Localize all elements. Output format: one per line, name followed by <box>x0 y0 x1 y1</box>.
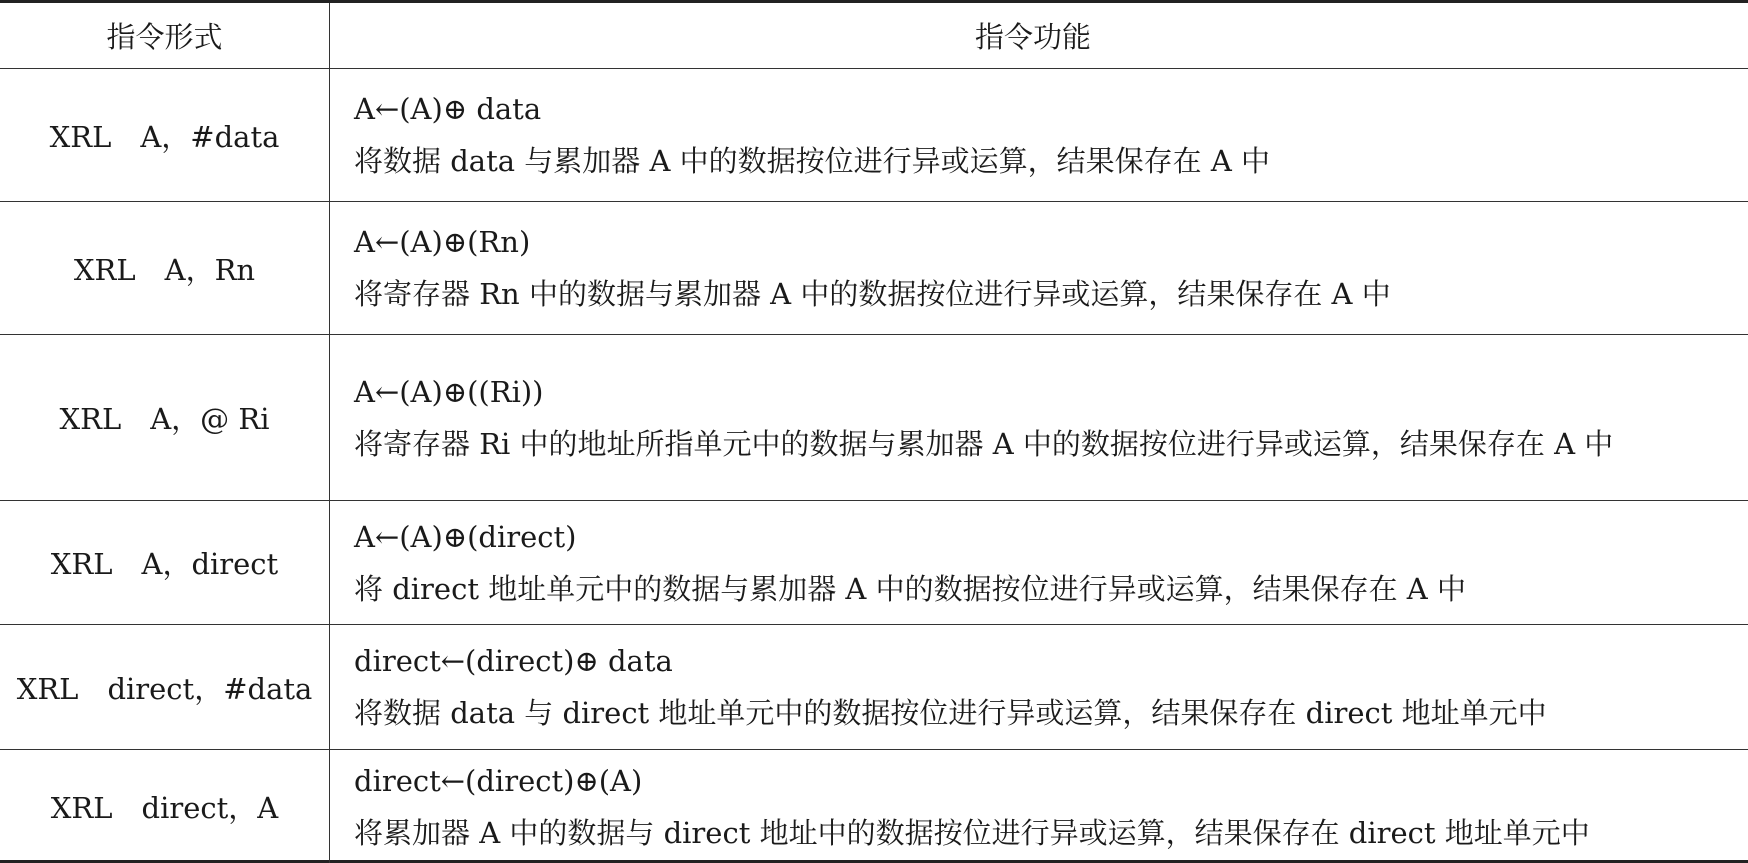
operation-description: 将寄存器 Rn 中的数据与累加器 A 中的数据按位进行异或运算，结果保存在 A 中 <box>354 277 1391 311</box>
instruction-form-cell: XRL A，#data <box>0 69 330 201</box>
table-row <box>0 625 1748 750</box>
operation-formula: A←(A)⊕ data <box>354 92 542 126</box>
instruction-function-cell <box>330 750 1748 863</box>
operation-formula: A←(A)⊕(direct) <box>354 519 577 554</box>
instruction-form-cell: XRL A，direct <box>0 501 330 624</box>
table-row <box>0 501 1748 625</box>
instruction-function-cell <box>330 501 1748 624</box>
operation-description: 将数据 data 与 direct 地址单元中的数据按位进行异或运算，结果保存在 direct 地址单元中 <box>354 696 1547 730</box>
operation-description: 将数据 data 与累加器 A 中的数据按位进行异或运算，结果保存在 A 中 <box>354 144 1270 178</box>
operation-description: 将寄存器 Ri 中的地址所指单元中的数据与累加器 A 中的数据按位进行异或运算，结果保存在 A 中 <box>354 426 1614 461</box>
operation-formula: A←(A)⊕(Rn) <box>354 225 531 259</box>
instruction-form-cell: XRL direct，#data <box>0 625 330 749</box>
instruction-form-cell: XRL A，Rn <box>0 202 330 334</box>
instruction-function-cell <box>330 202 1748 334</box>
instruction-function-cell <box>330 335 1748 500</box>
header-instruction-form: 指令形式 <box>0 3 330 68</box>
instruction-form-cell: XRL direct，A <box>0 750 330 863</box>
instruction-form-cell: XRL A，@ Ri <box>0 335 330 500</box>
table-row <box>0 69 1748 202</box>
operation-formula: direct←(direct)⊕ data <box>354 644 673 678</box>
operation-description: 将 direct 地址单元中的数据与累加器 A 中的数据按位进行异或运算，结果保存在 A 中 <box>354 571 1466 606</box>
operation-description: 将累加器 A 中的数据与 direct 地址中的数据按位进行异或运算，结果保存在 direct 地址单元中 <box>354 815 1590 850</box>
table-header-row <box>0 3 1748 69</box>
table-row <box>0 202 1748 335</box>
instruction-function-cell <box>330 69 1748 201</box>
table-row <box>0 335 1748 501</box>
header-instruction-function: 指令功能 <box>974 20 1091 54</box>
table-row <box>0 750 1748 863</box>
operation-formula: direct←(direct)⊕(A) <box>354 763 643 798</box>
instruction-function-cell <box>330 625 1748 749</box>
operation-formula: A←(A)⊕((Ri)) <box>354 374 544 409</box>
